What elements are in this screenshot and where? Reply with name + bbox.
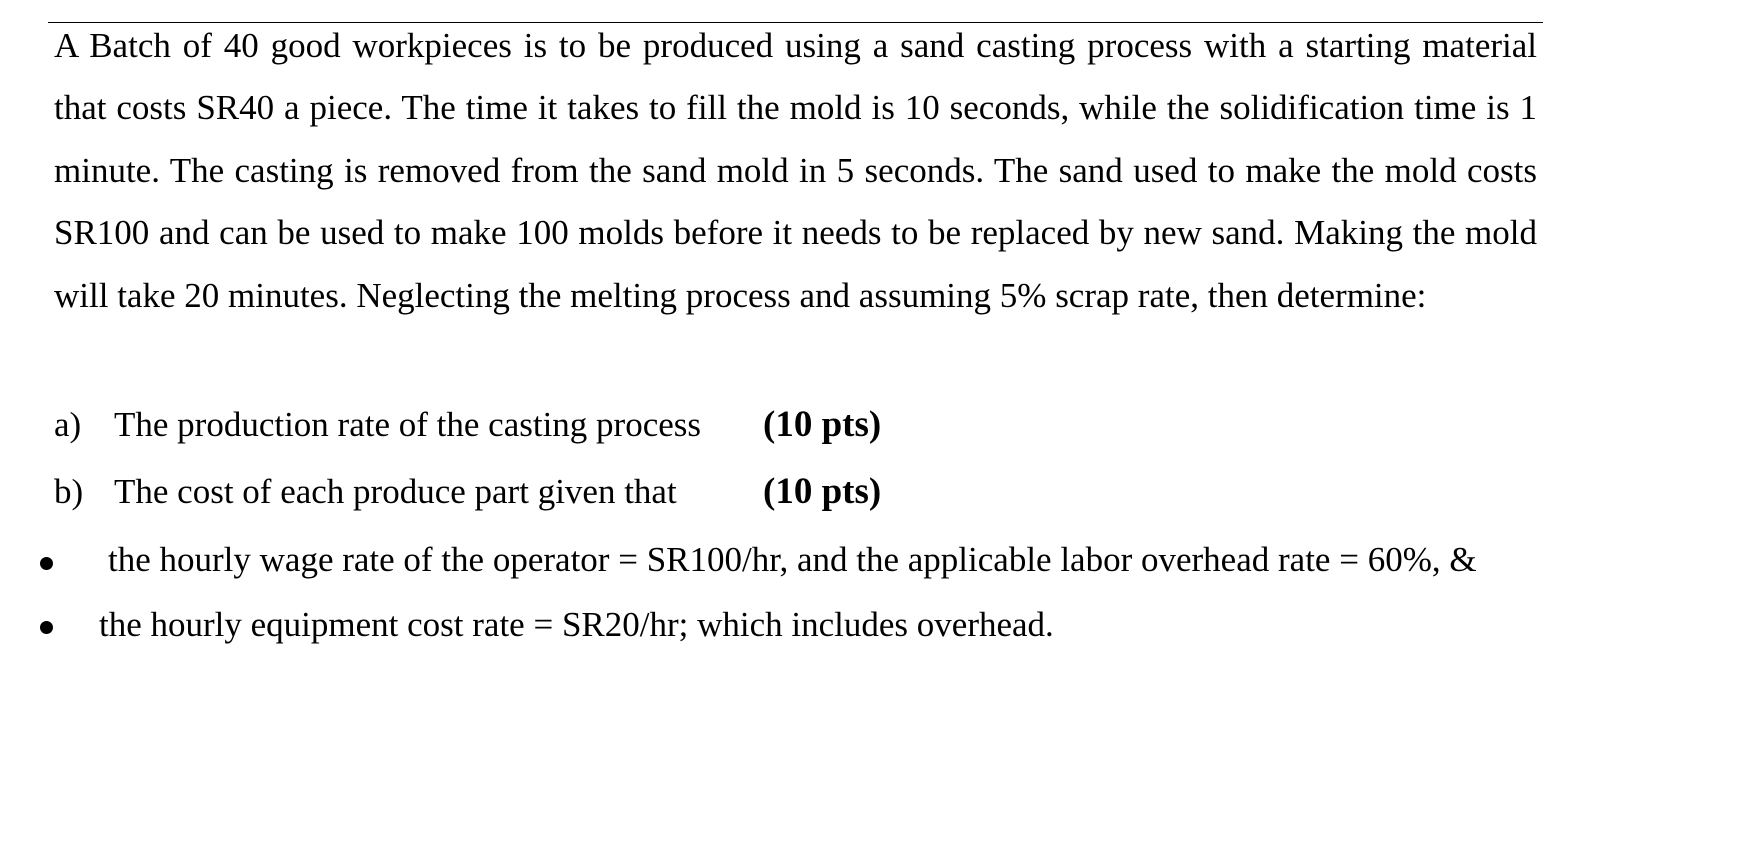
bullet-item-equipment: the hourly equipment cost rate = SR20/hr; which includes overhead.	[99, 605, 1054, 644]
question-b-letter: b)	[54, 472, 84, 511]
question-a-text: The production rate of the casting process	[114, 405, 702, 444]
question-a	[54, 403, 701, 447]
question-b-text: The cost of each produce part given that	[114, 472, 677, 511]
problem-statement: A Batch of 40 good workpieces is to be produced using a sand casting process with a starting material that costs SR40 a piece. The time it takes to fill the mold is 10 seconds, while the solidification time is 1 minute. The casting is removed from the sand mold in 5 seconds. The sand used to make the mold costs SR100 and can be used to make 100 molds before it needs to be replaced by new sand. Making the mold will take 20 minutes. Neglecting the melting process and assuming 5% scrap rate, then determine:	[54, 26, 1537, 315]
question-a-letter: a)	[54, 405, 82, 444]
question-a-points: (10 pts)	[763, 404, 882, 445]
question-b	[54, 470, 677, 514]
bullet-icon	[40, 621, 53, 634]
question-b-points: (10 pts)	[763, 471, 882, 512]
bullet-item-wage: the hourly wage rate of the operator = SR100/hr, and the applicable labor overhead rate = 60%, &	[108, 540, 1477, 579]
bullet-icon	[40, 557, 53, 570]
